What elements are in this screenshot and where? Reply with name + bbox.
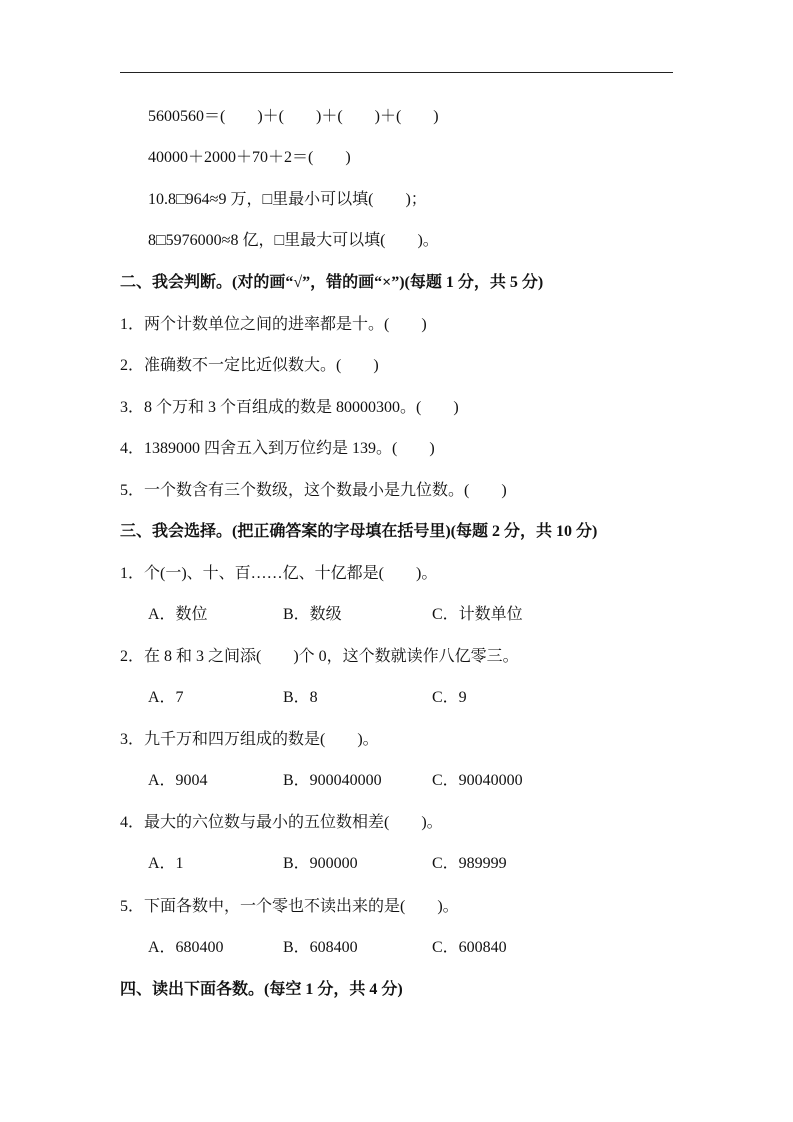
section-heading-judge: 二、我会判断。(对的画“√”，错的画“×”)(每题 1 分，共 5 分) [120, 274, 544, 291]
choice-question: 2．在 8 和 3 之间添( )个 0，这个数就读作八亿零三。 [120, 648, 519, 665]
option-a: A．9004 [148, 772, 208, 789]
choice-question: 3．九千万和四万组成的数是( )。 [120, 731, 379, 748]
option-b: B．900000 [283, 855, 358, 872]
option-c: C．989999 [432, 855, 507, 872]
judge-item: 3．8 个万和 3 个百组成的数是 80000300。( ) [120, 399, 459, 416]
option-a: A．680400 [148, 939, 224, 956]
option-c: C．600840 [432, 939, 507, 956]
fill-line: 40000＋2000＋70＋2＝( ) [148, 149, 351, 166]
fill-line: 10.8□964≈9 万，□里最小可以填( )； [148, 191, 427, 208]
judge-item: 5．一个数含有三个数级，这个数最小是九位数。( ) [120, 482, 507, 499]
option-a: A．7 [148, 689, 184, 706]
choice-question: 4．最大的六位数与最小的五位数相差( )。 [120, 814, 443, 831]
option-b: B．8 [283, 689, 318, 706]
option-c: C．90040000 [432, 772, 523, 789]
section-heading-read: 四、读出下面各数。(每空 1 分，共 4 分) [120, 981, 403, 998]
option-b: B．900040000 [283, 772, 382, 789]
choice-question: 1．个(一)、十、百……亿、十亿都是( )。 [120, 565, 438, 582]
option-a: A．1 [148, 855, 184, 872]
option-b: B．数级 [283, 606, 342, 623]
judge-item: 2．准确数不一定比近似数大。( ) [120, 357, 379, 374]
section-heading-choice: 三、我会选择。(把正确答案的字母填在括号里)(每题 2 分，共 10 分) [120, 523, 598, 540]
judge-item: 4．1389000 四舍五入到万位约是 139。( ) [120, 440, 435, 457]
choice-question: 5．下面各数中，一个零也不读出来的是( )。 [120, 898, 459, 915]
option-b: B．608400 [283, 939, 358, 956]
option-a: A．数位 [148, 606, 208, 623]
option-c: C．计数单位 [432, 606, 523, 623]
fill-line: 5600560＝( )＋( )＋( )＋( ) [148, 108, 439, 125]
option-c: C．9 [432, 689, 467, 706]
header-rule [120, 72, 673, 73]
judge-item: 1．两个计数单位之间的进率都是十。( ) [120, 316, 427, 333]
fill-line: 8□5976000≈8 亿，□里最大可以填( )。 [148, 232, 439, 249]
